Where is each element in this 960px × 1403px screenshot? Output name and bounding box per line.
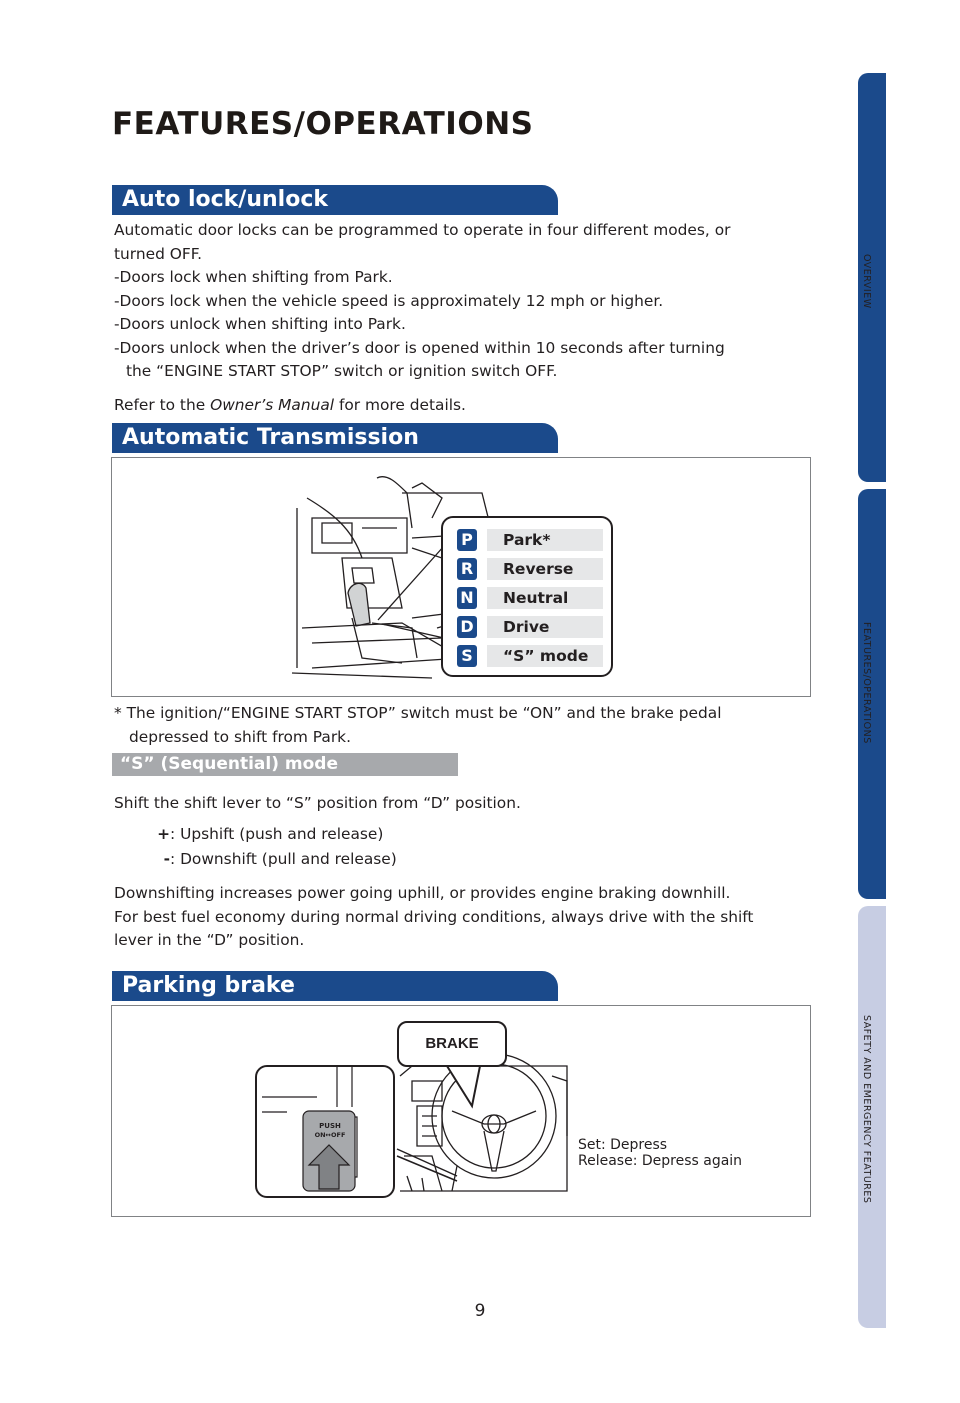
downshift-symbol: -: [163, 850, 170, 868]
auto-lock-item-1: -Doors lock when shifting from Park.: [114, 268, 393, 286]
transmission-footnote: [114, 702, 721, 749]
brake-release-text: Release: Depress again: [578, 1153, 743, 1169]
gear-label-s-mode: “S” mode: [487, 645, 603, 667]
sub-header-s-mode: “S” (Sequential) mode: [112, 753, 458, 776]
section-header-parking-brake: Parking brake: [112, 971, 558, 1001]
gear-letter-d: D: [457, 616, 477, 638]
gear-letter-p: P: [457, 529, 477, 551]
downshift-row: [156, 850, 397, 868]
auto-lock-text: [114, 219, 730, 417]
gear-letter-n: N: [457, 587, 477, 609]
pedal-inset: [255, 1065, 395, 1198]
upshift-row: [156, 825, 383, 843]
gear-letter-r: R: [457, 558, 477, 580]
side-tab-label-safety: SAFETY AND EMERGENCY FEATURES: [861, 1015, 872, 1204]
refer-suffix: for more details.: [334, 395, 466, 414]
footnote-line-2: depressed to shift from Park.: [129, 727, 351, 746]
pedal-on-off-label: ON↔OFF: [314, 1131, 346, 1139]
refer-prefix: Refer to the: [114, 395, 211, 414]
gear-letter-s: S: [457, 645, 477, 667]
auto-lock-item-2: -Doors lock when the vehicle speed is approximately 12 mph or higher.: [114, 291, 664, 310]
auto-lock-item-4: -Doors unlock when the driver’s door is opened within 10 seconds after turning: [114, 338, 725, 357]
s-mode-intro: Shift the shift lever to “S” position from “D” position.: [114, 794, 521, 812]
page-title: FEATURES/OPERATIONS: [112, 106, 534, 142]
owners-manual-ref: Owner’s Manual: [210, 395, 335, 414]
downshift-text: : Downshift (pull and release): [170, 850, 397, 868]
s-mode-paragraph: [114, 882, 753, 953]
side-tab-label-features: FEATURES/OPERATIONS: [861, 622, 872, 744]
gear-label-drive: Drive: [487, 616, 603, 638]
auto-lock-intro-2: turned OFF.: [114, 244, 202, 263]
section-header-transmission: Automatic Transmission: [112, 423, 558, 453]
upshift-symbol: +: [157, 825, 170, 843]
upshift-text: : Upshift (push and release): [170, 825, 384, 843]
brake-set-text: Set: Depress: [578, 1137, 668, 1153]
gear-label-reverse: Reverse: [487, 558, 603, 580]
gear-selector-callout: [441, 516, 613, 677]
auto-lock-item-3: -Doors unlock when shifting into Park.: [114, 315, 406, 333]
auto-lock-intro-1: Automatic door locks can be programmed to operate in four different modes, or: [114, 221, 731, 239]
s-mode-para-2: For best fuel economy during normal driving conditions, always drive with the shift: [114, 907, 754, 926]
s-mode-para-3: lever in the “D” position.: [114, 931, 305, 949]
auto-lock-item-4-cont: the “ENGINE START STOP” switch or ignition switch OFF.: [126, 362, 558, 380]
auto-lock-refer: [114, 394, 730, 418]
gear-label-neutral: Neutral: [487, 587, 603, 609]
pedal-push-label: PUSH: [319, 1122, 341, 1130]
s-mode-para-1: Downshifting increases power going uphill, or provides engine braking downhill.: [114, 884, 731, 902]
gear-label-park: Park*: [487, 529, 603, 551]
side-tab-label-overview: OVERVIEW: [861, 254, 872, 309]
section-header-auto-lock: Auto lock/unlock: [112, 185, 558, 215]
brake-caption: [578, 1137, 742, 1169]
brake-callout: BRAKE: [397, 1021, 507, 1067]
page-number: 9: [474, 1301, 486, 1321]
footnote-line-1: * The ignition/“ENGINE START STOP” switch must be “ON” and the brake pedal: [114, 704, 722, 722]
